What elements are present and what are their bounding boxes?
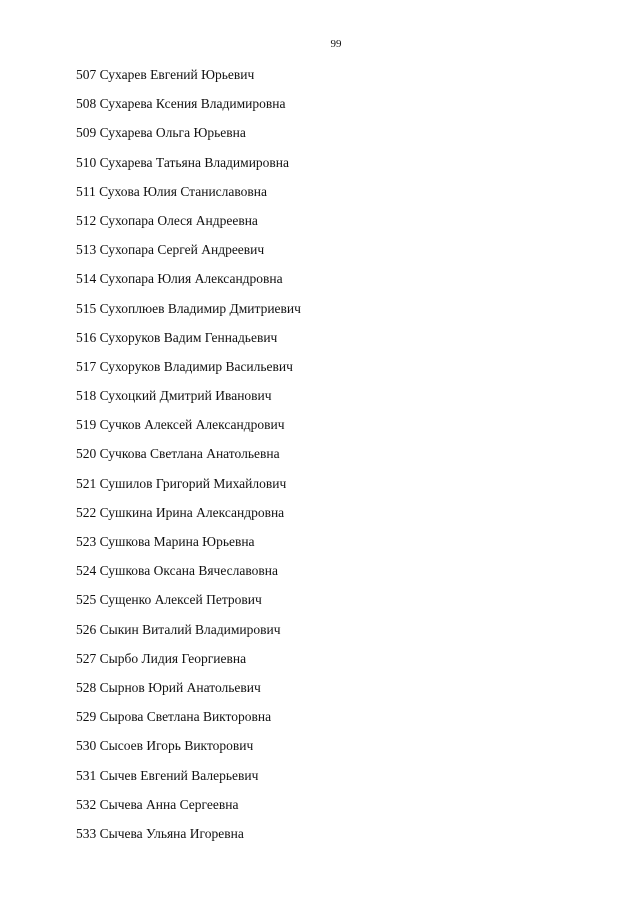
list-item: 522 Сушкина Ирина Александровна [76,504,285,520]
page-number: 99 [330,38,342,50]
list-item: 520 Сучкова Светлана Анатольевна [76,446,280,462]
list-item: 507 Сухарев Евгений Юрьевич [76,67,255,82]
list-item: 521 Сушилов Григорий Михайлович [76,475,287,491]
list-item: 514 Сухопара Юлия Александровна [76,271,283,287]
list-item: 518 Сухоцкий Дмитрий Иванович [76,388,272,404]
list-item: 530 Сысоев Игорь Викторович [76,738,254,754]
list-item: 532 Сычева Анна Сергеевна [76,796,239,812]
list-item: 509 Сухарева Ольга Юрьевна [76,125,246,141]
list-item: 517 Сухоруков Владимир Васильевич [76,358,293,374]
list-item: 515 Сухоплюев Владимир Дмитриевич [76,300,301,316]
list-item: 519 Сучков Алексей Александрович [76,417,285,433]
list-item: 525 Сущенко Алексей Петрович [76,592,262,608]
list-item: 526 Сыкин Виталий Владимирович [76,621,281,637]
list-item: 528 Сырнов Юрий Анатольевич [76,679,261,695]
list-item: 533 Сычева Ульяна Игоревна [76,825,244,841]
list-item: 513 Сухопара Сергей Андреевич [76,242,265,258]
list-item: 524 Сушкова Оксана Вячеславовна [76,563,279,579]
list-item: 512 Сухопара Олеся Андреевна [76,212,258,228]
list-item: 531 Сычев Евгений Валерьевич [76,767,259,783]
list-item: 516 Сухоруков Вадим Геннадьевич [76,329,278,345]
list-item: 511 Сухова Юлия Станиславовна [76,183,268,199]
list-item: 510 Сухарева Татьяна Владимировна [76,154,290,170]
list-item: 529 Сырова Светлана Викторовна [76,709,272,725]
name-list [76,66,301,854]
list-item: 523 Сушкова Марина Юрьевна [76,534,255,549]
list-item: 508 Сухарева Ксения Владимировна [76,96,286,112]
list-item: 527 Сырбо Лидия Георгиевна [76,650,247,666]
